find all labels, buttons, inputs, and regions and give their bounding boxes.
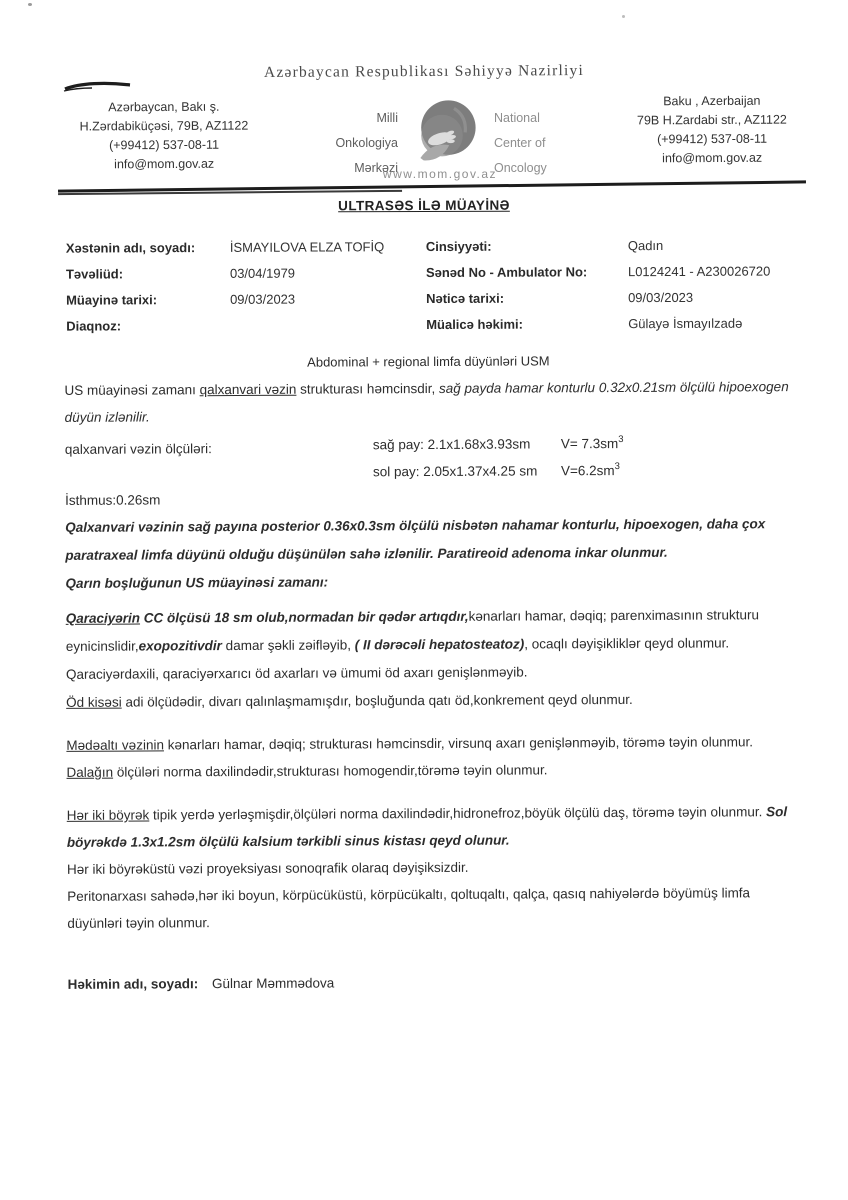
- field-value-attending-doctor: Gülayə İsmayılzadə: [628, 315, 743, 332]
- address-line: Baku , Azerbaijan: [663, 93, 761, 109]
- website-url: www.mom.gov.az: [382, 167, 498, 181]
- doctor-name-value: Gülnar Məmmədova: [211, 975, 335, 992]
- field-label-diagnosis: Diaqnoz:: [66, 318, 122, 334]
- scan-artifact-dot: [28, 3, 32, 6]
- lobe-volume: [561, 429, 793, 457]
- field-label-gender: Cinsiyyəti:: [425, 238, 492, 255]
- address-line: (+99412) 537-08-11: [109, 137, 220, 153]
- address-block-az: [40, 97, 288, 174]
- text-segment: US müayinəsi zamanı: [64, 382, 200, 398]
- field-label-patient-name: Xəstənin adı, soyadı:: [65, 240, 196, 256]
- logo-caption-line: Milli: [376, 111, 398, 125]
- lobe-dimensions: sol pay: 2.05x1.37x4.25 sm: [372, 463, 538, 480]
- document-title: ULTRASƏS İLƏ MÜAYİNƏ: [338, 197, 510, 214]
- section-heading: Abdominal + regional limfa düyünləri USM: [307, 353, 550, 370]
- paragraph-kidneys: [67, 798, 795, 856]
- logo-caption-line: Onkologiya: [335, 136, 398, 150]
- scan-artifact-dot: [622, 15, 625, 18]
- paragraph-spleen: [66, 755, 794, 786]
- volume-exponent: 3: [614, 461, 620, 473]
- text-segment: ölçüləri norma daxilindədir,strukturası homogendir,törəmə təyin olunmur.: [113, 762, 548, 780]
- kidneys-block: [67, 798, 795, 883]
- address-block-en: [588, 91, 836, 168]
- volume-value: V= 7.3sm: [560, 436, 619, 452]
- header-divider-line: [58, 180, 806, 192]
- field-value-document-no: L0124241 - A230026720: [627, 263, 771, 280]
- thyroid-measurements-label: qalxanvari vəzin ölçüləri:: [64, 441, 212, 457]
- text-segment-bold-italic: CC ölçüsü 18 sm olub,normadan bir qədər artıqdır,: [139, 608, 469, 626]
- doctor-signature-row: [68, 967, 796, 998]
- address-line: 79B H.Zardabi str., AZ1122: [636, 112, 787, 128]
- text-segment: tipik yerdə yerləşmişdir,ölçüləri norma daxilindədir,hidronefroz,böyük ölçülü daş, törəmə təyin olunmur.: [149, 804, 767, 823]
- patient-info-grid: [66, 236, 806, 334]
- field-value-result-date: 09/03/2023: [628, 289, 694, 306]
- field-value-gender: Qadın: [627, 238, 664, 254]
- field-value-exam-date: 09/03/2023: [230, 291, 296, 307]
- pancreas-spleen-block: [66, 728, 794, 786]
- paragraph-thyroid-findings: [64, 373, 792, 431]
- report-body: [64, 346, 795, 998]
- text-segment-underlined: qalxanvari vəzin: [199, 381, 297, 398]
- text-segment: adi ölçüdədir, divarı qalınlaşmamışdır, boşluğunda qatı öd,konkrement qeyd olunmur.: [121, 691, 633, 710]
- address-line: H.Zərdabiküçəsi, 79B, AZ1122: [79, 118, 249, 134]
- text-segment-italic: sağ payda hamar konturlu 0.32x0.21sm ölçülü hipoexogen düyün izlənilir.: [64, 379, 789, 425]
- volume-value: V=6.2sm: [560, 463, 615, 479]
- address-line: (+99412) 537-08-11: [657, 131, 768, 147]
- ministry-title: Azərbaycan Respublikası Səhiyyə Nazirliyi: [263, 62, 585, 81]
- field-label-exam-date: Müayinə tarixi:: [66, 292, 158, 308]
- logo-caption-line: Center of: [494, 136, 546, 150]
- oncology-center-logo-icon: [406, 94, 486, 174]
- field-value-patient-name: İSMAYILOVA ELZA TOFİQ: [229, 239, 385, 255]
- paragraph-pancreas: [66, 728, 794, 759]
- address-line: info@mom.gov.az: [114, 156, 215, 172]
- logo-caption-line: National: [494, 111, 540, 125]
- text-segment: , ocaqlı dəyişikliklər qeyd olunmur.: [524, 635, 730, 652]
- doctor-name-label: Həkimin adı, soyadı:: [67, 976, 199, 992]
- text-segment: strukturası həmcinsdir,: [296, 380, 439, 397]
- text-segment: damar şəkli zəifləyib,: [221, 637, 355, 654]
- paragraph-parathyroid-findings: Qalxanvari vəzinin sağ payına posterior 0.36x0.3sm ölçülü nisbətən nahamar konturlu, hipoexogen, daha çox paratraxeal limfa düyünü olduğu düşünülən sahə izlənilir. Paratireoid adenoma inkar olunmur.: [65, 516, 766, 563]
- text-segment-bold-italic: Sol böyrəkdə 1.3x1.2sm ölçülü kalsium tərkibli sinus kistası qeyd olunur.: [66, 804, 788, 850]
- thyroid-measurement-rows: [373, 429, 793, 485]
- text-segment-underlined: Mədəaltı vəzinin: [66, 737, 164, 753]
- address-line: info@mom.gov.az: [662, 150, 763, 166]
- text-segment-bold-italic: ( II dərəcəli hepatosteatoz): [354, 636, 525, 653]
- lobe-dimensions: sağ pay: 2.1x1.68x3.93sm: [372, 436, 531, 453]
- measurement-row-right-lobe: [373, 429, 793, 458]
- text-segment-underlined: Hər iki böyrək: [66, 807, 150, 823]
- field-label-birthdate: Təvəliüd:: [65, 266, 124, 282]
- lobe-volume: [561, 456, 793, 484]
- text-segment-bold-italic-underlined: Qaraciyərin: [65, 610, 141, 626]
- logo-caption-line: Oncology: [494, 161, 547, 175]
- text-segment: kənarları hamar, dəqiq; strukturası həmcinsdir, virsunq axarı genişlənməyib, törəmə təyin olunmur.: [163, 734, 754, 753]
- paragraph-adrenal-glands: Hər iki böyrəküstü vəzi proyeksiyası sonoqrafik olaraq dəyişiksizdir.: [66, 859, 469, 877]
- text-segment-underlined: Dalağın: [66, 764, 114, 780]
- abdominal-section-heading: Qarın boşluğunun US müayinəsi zamanı:: [65, 574, 329, 591]
- thyroid-measurements: [65, 429, 793, 487]
- paragraph-gallbladder: [66, 685, 794, 716]
- text-segment-bold-italic: exopozitivdir: [138, 638, 222, 654]
- address-line: Azərbaycan, Bakı ş.: [108, 99, 220, 115]
- paragraph-lymph-nodes: Peritonarxası sahədə,hər iki boyun, körpücüküstü, körpücükaltı, qoltuqaltı, qalça, qasıq nahiyələrdə böyümüş limfa düyünləri təyin olunmur.: [67, 885, 751, 931]
- text-segment-underlined: Öd kisəsi: [66, 694, 122, 710]
- paragraph-liver: [66, 601, 794, 661]
- liver-findings-block: [66, 601, 794, 689]
- logo-caption-line: Mərkəzi: [354, 161, 398, 175]
- field-label-attending-doctor: Müalicə həkimi:: [426, 316, 524, 333]
- field-value-diagnosis: [230, 316, 426, 334]
- volume-exponent: 3: [618, 433, 624, 446]
- text-segment: kənarları hamar, dəqiq; parenximasının strukturu eynicinslidir,: [65, 607, 760, 654]
- field-value-birthdate: 03/04/1979: [229, 265, 296, 281]
- paragraph-bile-ducts: Qaraciyərdaxili, qaraciyərxarıcı öd axarları və ümumi öd axarı genişlənməyib.: [65, 664, 528, 682]
- measurement-row-left-lobe: [373, 456, 793, 485]
- field-label-result-date: Nəticə tarixi:: [426, 290, 505, 307]
- isthmus-measurement: İsthmus:0.26sm: [65, 492, 161, 508]
- field-label-document-no: Sənəd No - Ambulator No:: [425, 264, 588, 281]
